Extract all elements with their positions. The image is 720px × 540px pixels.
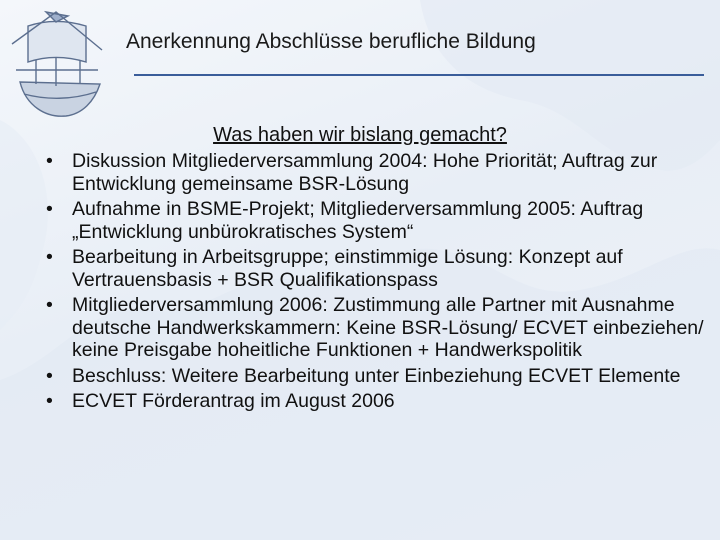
bullet-item — [46, 294, 706, 362]
hanseatic-ship-icon — [6, 4, 108, 128]
bullet-text: Beschluss: Weitere Bearbeitung unter Einbeziehung ECVET Elemente — [72, 364, 681, 387]
bullet-item — [46, 365, 706, 388]
bullet-text: Mitgliederversammlung 2006: Zustimmung alle Partner mit Ausnahme deutsche Handwerkskammern: Keine BSR-Lösung/ ECVET einbeziehen/ keine Preisgabe hoheitliche Funktionen + Handwerkspolitik — [72, 294, 704, 361]
bullet-dot: • — [46, 246, 53, 268]
title-underline — [134, 74, 704, 76]
bullet-dot: • — [46, 294, 53, 316]
bullet-item — [46, 390, 706, 413]
bullet-text: Diskussion Mitgliederversammlung 2004: Hohe Priorität; Auftrag zur Entwicklung gemeinsame BSR-Lösung — [72, 150, 658, 195]
bullet-item — [46, 198, 706, 243]
bullet-text: ECVET Förderantrag im August 2006 — [72, 390, 395, 412]
bullet-text: Aufnahme in BSME-Projekt; Mitgliederversammlung 2005: Auftrag „Entwicklung unbürokratisches System“ — [72, 198, 644, 243]
bullet-item — [46, 246, 706, 291]
bullet-dot: • — [46, 390, 53, 412]
bullet-dot: • — [46, 364, 53, 387]
bullet-dot: • — [46, 198, 53, 220]
bullet-dot: • — [46, 150, 53, 172]
bullet-text: Bearbeitung in Arbeitsgruppe; einstimmige Lösung: Konzept auf Vertrauensbasis + BSR Qualifikationspass — [72, 246, 623, 291]
bullet-item — [46, 150, 706, 195]
slide-title: Anerkennung Abschlüsse berufliche Bildung — [126, 30, 536, 53]
section-subtitle: Was haben wir bislang gemacht? — [213, 124, 507, 146]
bullet-list — [46, 150, 706, 416]
